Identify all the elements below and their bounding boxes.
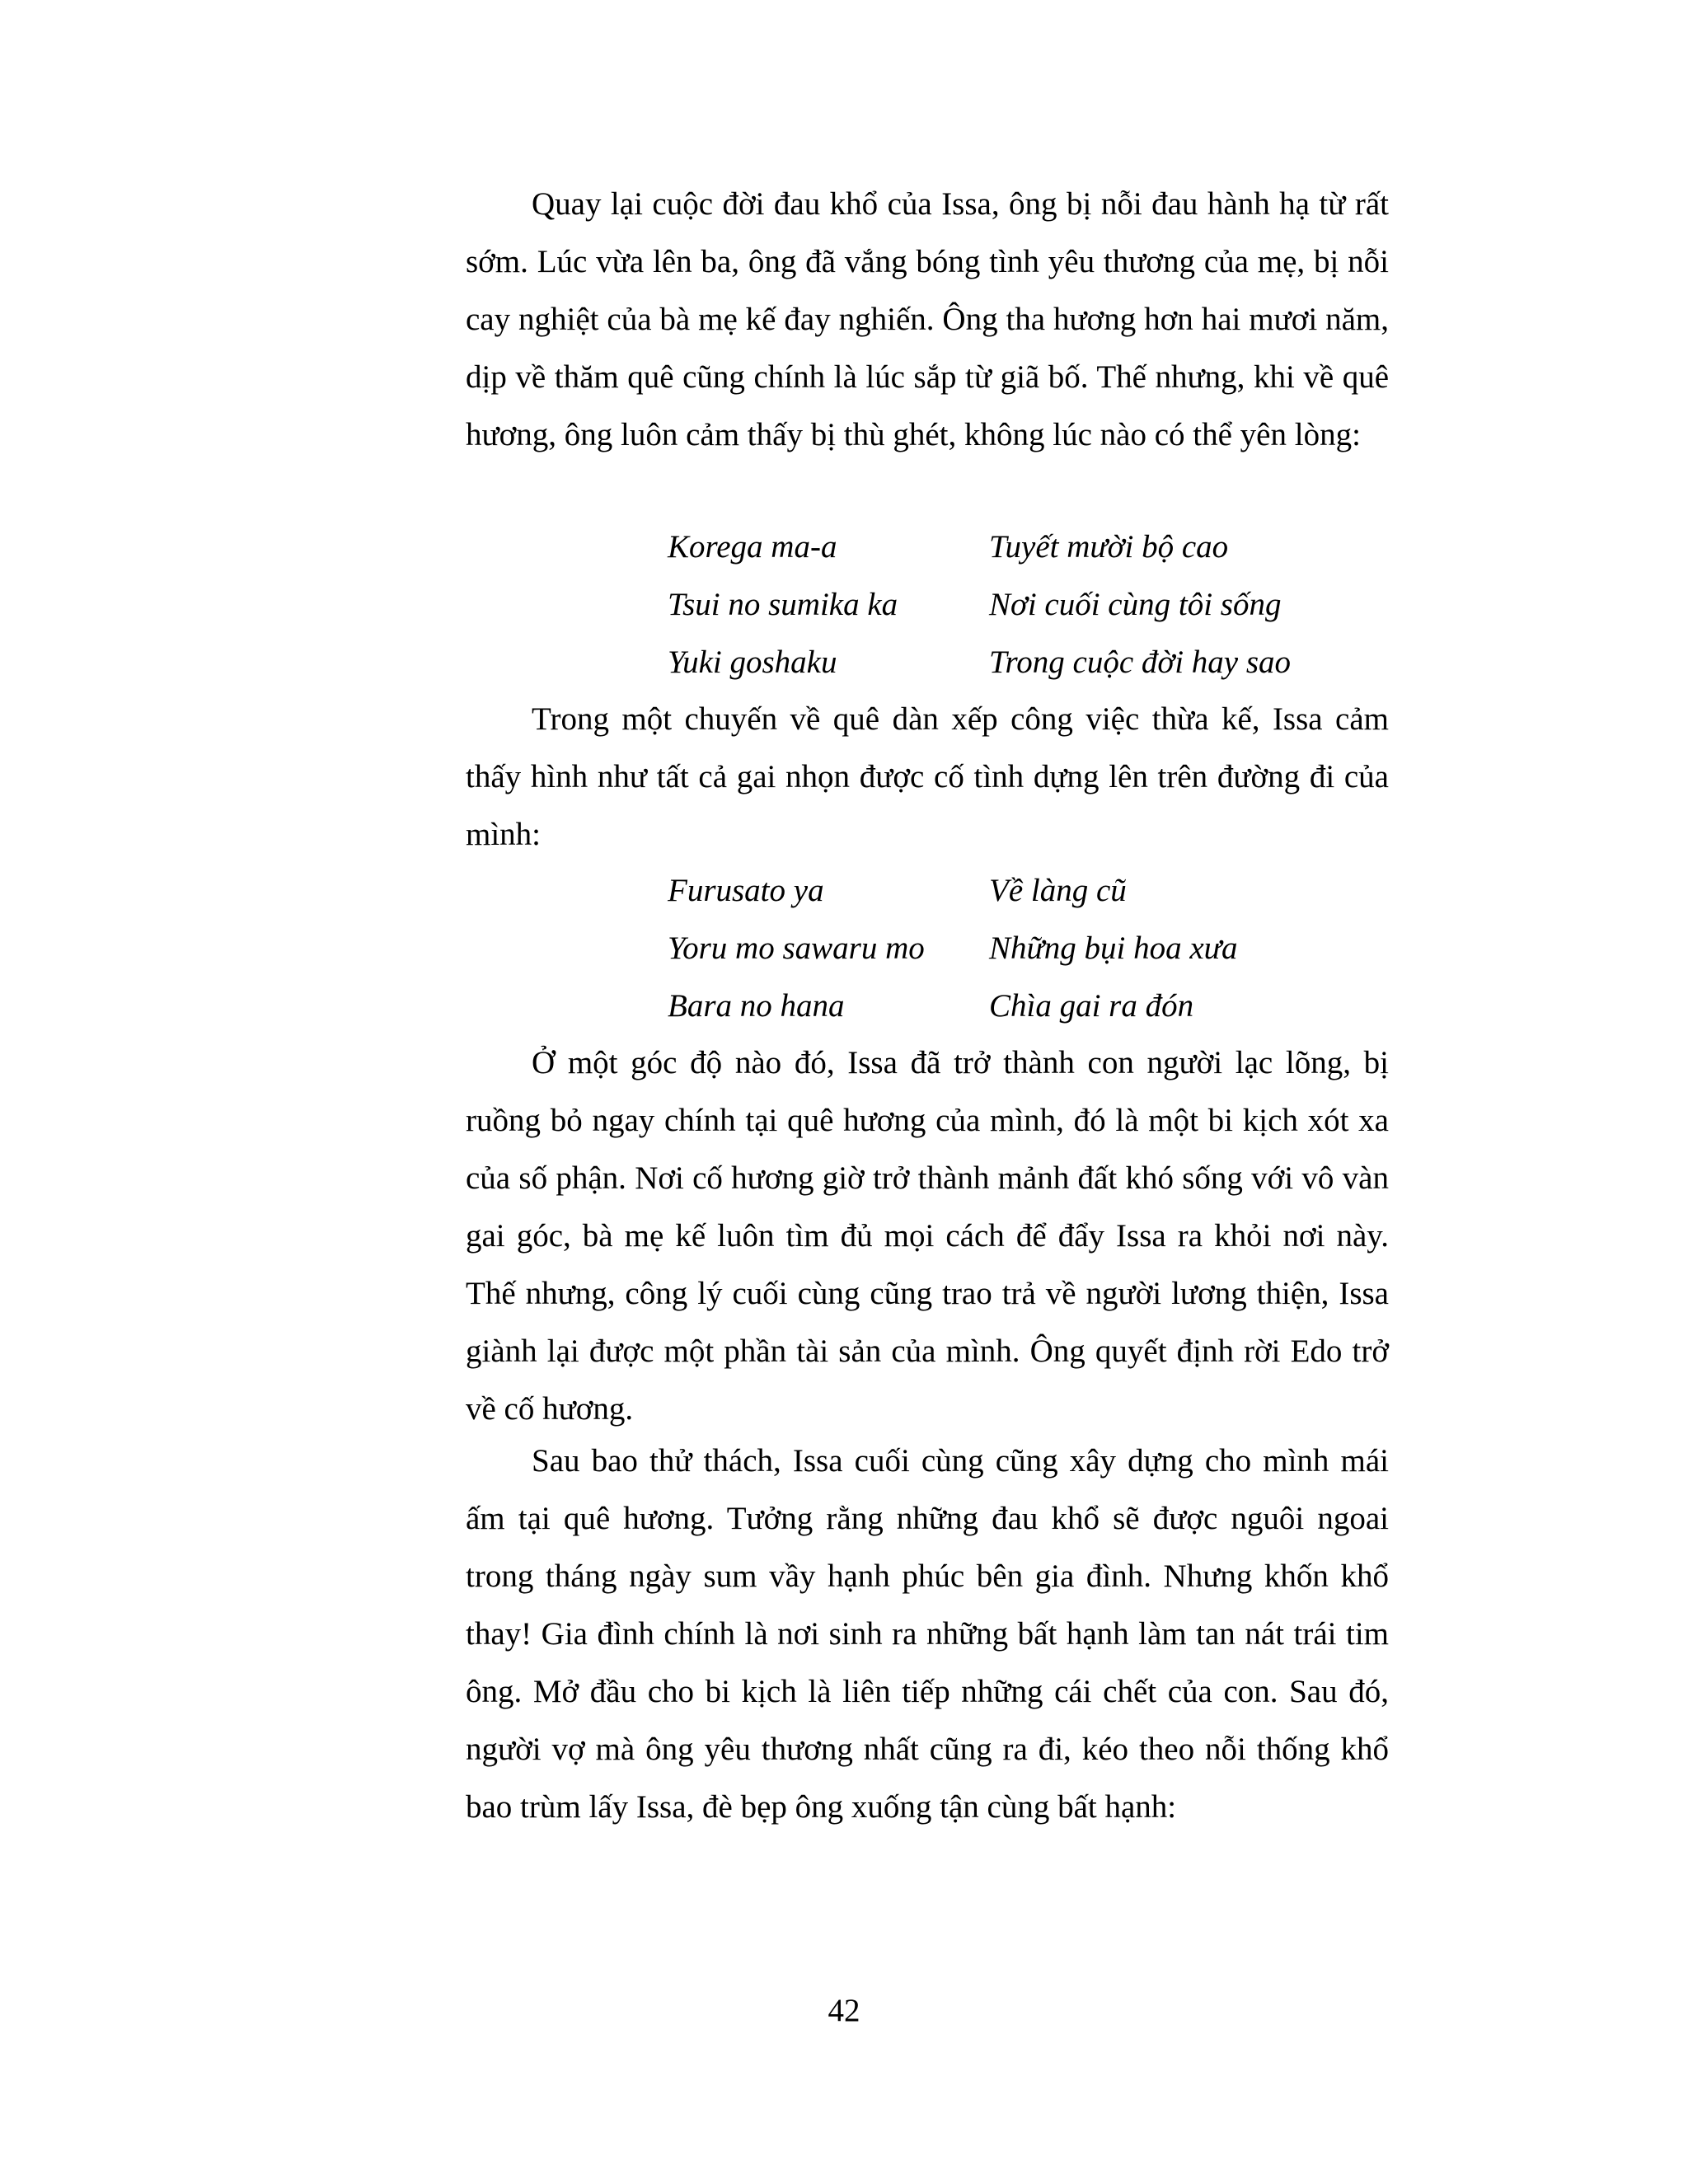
- poem-line-japanese: Yoru mo sawaru mo: [668, 930, 925, 966]
- poem-line-japanese: Tsui no sumika ka: [668, 587, 898, 622]
- paragraph-1: Quay lại cuộc đời đau khổ của Issa, ông bị nỗi đau hành hạ từ rất sớm. Lúc vừa lên ba, ông đã vắng bóng tình yêu thương của mẹ, bị nỗi cay nghiệt của bà mẹ kế đay nghiến. Ông tha hương hơn hai mươi năm, dịp về thăm quê cũng chính là lúc sắp từ giã bố. Thế nhưng, khi về quê hương, ông luôn cảm thấy bị thù ghét, không lúc nào có thể yên lòng:: [466, 186, 1389, 452]
- poem-line: [0, 862, 1688, 920]
- poem-line-vietnamese: Chìa gai ra đón: [989, 988, 1194, 1024]
- poem-line-vietnamese: Trong cuộc đời hay sao: [989, 644, 1292, 680]
- poem-line-vietnamese: Tuyết mười bộ cao: [989, 529, 1229, 565]
- poem-line: [0, 576, 1688, 634]
- poem-line-vietnamese: Những bụi hoa xưa: [989, 930, 1238, 966]
- poem-line: [0, 634, 1688, 691]
- poem-line: [0, 518, 1688, 576]
- paragraph-3: Ở một góc độ nào đó, Issa đã trở thành con người lạc lõng, bị ruồng bỏ ngay chính tại quê hương của mình, đó là một bi kịch xót xa của số phận. Nơi cố hương giờ trở thành mảnh đất khó sống với vô vàn gai góc, bà mẹ kế luôn tìm đủ mọi cách để đẩy Issa ra khỏi nơi này. Thế nhưng, công lý cuối cùng cũng trao trả về người lương thiện, Issa giành lại được một phần tài sản của mình. Ông quyết định rời Edo trở về cố hương.: [466, 1045, 1389, 1427]
- poem-line: [0, 920, 1688, 977]
- poem-line-japanese: Furusato ya: [668, 873, 824, 908]
- poem-2: [0, 862, 1688, 1035]
- poem-1: [0, 518, 1688, 691]
- poem-line-japanese: Korega ma-a: [668, 529, 837, 565]
- poem-line-japanese: Bara no hana: [668, 988, 845, 1024]
- poem-line-vietnamese: Nơi cuối cùng tôi sống: [989, 587, 1282, 622]
- paragraph-4: Sau bao thử thách, Issa cuối cùng cũng xây dựng cho mình mái ấm tại quê hương. Tưởng rằng những đau khổ sẽ được nguôi ngoai trong tháng ngày sum vầy hạnh phúc bên gia đình. Nhưng khốn khổ thay! Gia đình chính là nơi sinh ra những bất hạnh làm tan nát trái tim ông. Mở đầu cho bi kịch là liên tiếp những cái chết của con. Sau đó, người vợ mà ông yêu thương nhất cũng ra đi, kéo theo nỗi thống khổ bao trùm lấy Issa, đè bẹp ông xuống tận cùng bất hạnh:: [466, 1443, 1389, 1825]
- poem-line-japanese: Yuki goshaku: [668, 644, 837, 680]
- paragraph-2: Trong một chuyến về quê dàn xếp công việc thừa kế, Issa cảm thấy hình như tất cả gai nhọn được cố tình dựng lên trên đường đi của mình:: [466, 701, 1389, 852]
- page-number: 42: [828, 1993, 860, 2028]
- poem-line: [0, 977, 1688, 1035]
- poem-line-vietnamese: Về làng cũ: [989, 873, 1127, 908]
